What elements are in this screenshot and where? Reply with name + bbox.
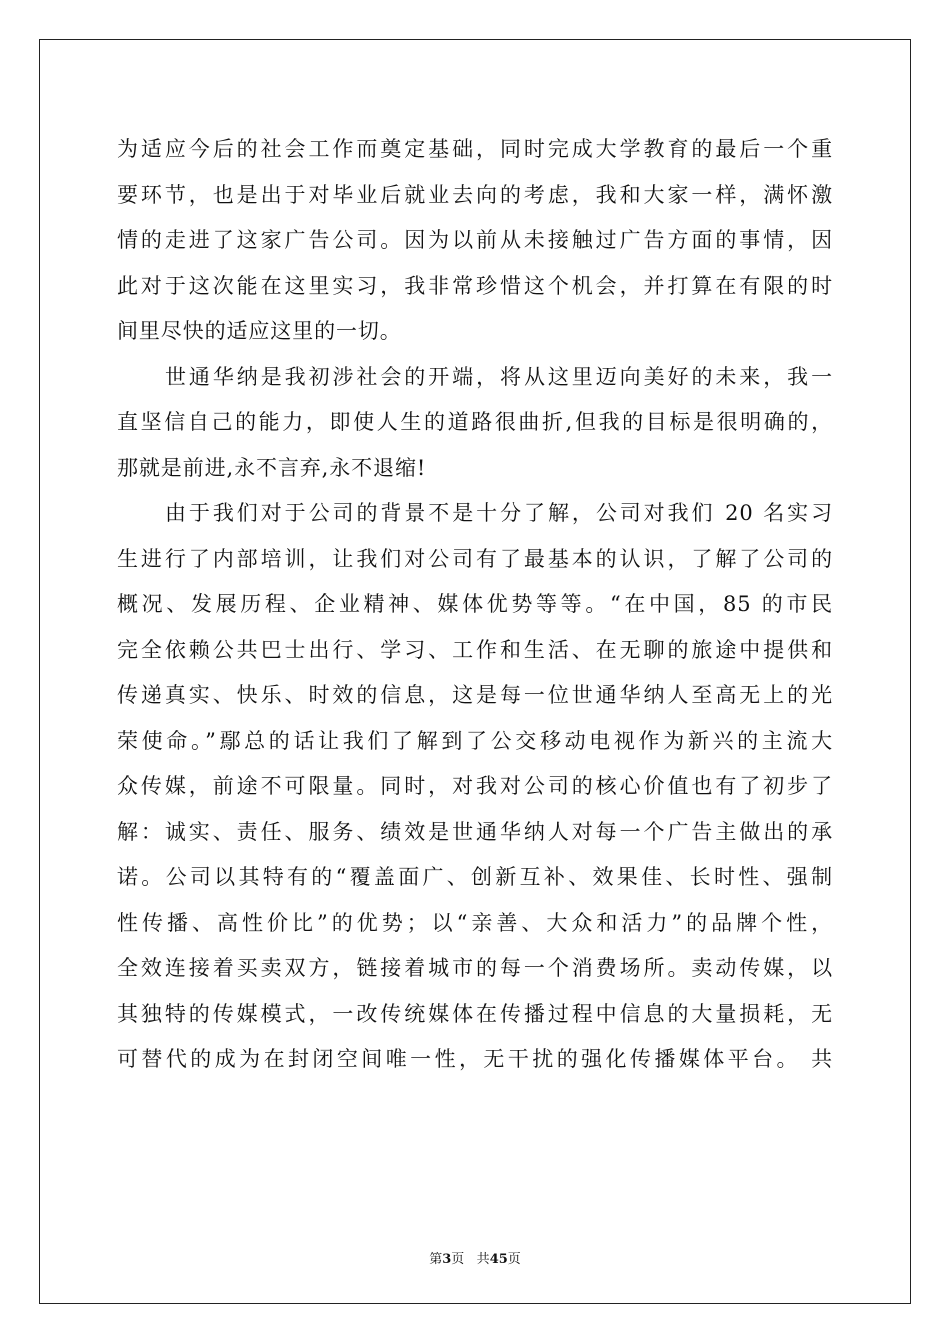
- text-line: 全效连接着买卖双方，链接着城市的每一个消费场所。卖动传媒，以: [117, 956, 833, 980]
- text-line: 传递真实、快乐、时效的信息，这是每一位世通华纳人至高无上的光: [117, 683, 833, 707]
- text-line: 概况、发展历程、企业精神、媒体优势等等。“在中国，85 的市民: [117, 592, 833, 616]
- text-line: 世通华纳是我初涉社会的开端，将从这里迈向美好的未来，我一: [165, 364, 833, 389]
- text-line: 诺。公司以其特有的“覆盖面广、创新互补、效果佳、长时性、强制: [117, 865, 833, 889]
- text-line: 那就是前进,永不言弃,永不退缩!: [117, 455, 427, 480]
- page-suffix: 页: [451, 1252, 465, 1267]
- text-line: 解：诚实、责任、服务、绩效是世通华纳人对每一个广告主做出的承: [117, 819, 833, 844]
- text-line: 生进行了内部培训，让我们对公司有了最基本的认识，了解了公司的: [117, 546, 833, 571]
- total-suffix: 页: [507, 1252, 521, 1267]
- text-line: 性传播、高性价比”的优势；以“亲善、大众和活力”的品牌个性，: [117, 910, 833, 935]
- text-line: 情的走进了这家广告公司。因为以前从未接触过广告方面的事情，因: [117, 228, 833, 252]
- text-line: 间里尽快的适应这里的一切。: [117, 319, 402, 343]
- total-prefix: 共: [476, 1252, 490, 1267]
- page-footer: [0, 1248, 950, 1267]
- text-line: 其独特的传媒模式，一改传统媒体在传播过程中信息的大量损耗，无: [117, 1001, 833, 1026]
- text-line: 由于我们对于公司的背景不是十分了解，公司对我们 20 名实习: [165, 501, 833, 525]
- text-line: 完全依赖公共巴士出行、学习、工作和生活、在无聊的旅途中提供和: [117, 637, 833, 662]
- page-number: 3: [442, 1252, 452, 1267]
- text-line: 此对于这次能在这里实习，我非常珍惜这个机会，并打算在有限的时: [117, 273, 833, 298]
- text-line: 直坚信自己的能力，即使人生的道路很曲折,但我的目标是很明确的，: [117, 410, 833, 434]
- text-line: 为适应今后的社会工作而奠定基础，同时完成大学教育的最后一个重: [117, 137, 833, 161]
- document-body: [117, 127, 833, 1083]
- total-pages: 45: [489, 1252, 508, 1267]
- text-line: 可替代的成为在封闭空间唯一性，无干扰的强化传播媒体平台。 共: [117, 1047, 833, 1071]
- text-line: 要环节，也是出于对毕业后就业去向的考虑，我和大家一样，满怀激: [117, 182, 833, 207]
- text-line: 荣使命。”鄢总的话让我们了解到了公交移动电视作为新兴的主流大: [117, 728, 833, 753]
- text-line: 众传媒，前途不可限量。同时，对我对公司的核心价值也有了初步了: [117, 774, 833, 798]
- page-prefix: 第: [429, 1252, 443, 1267]
